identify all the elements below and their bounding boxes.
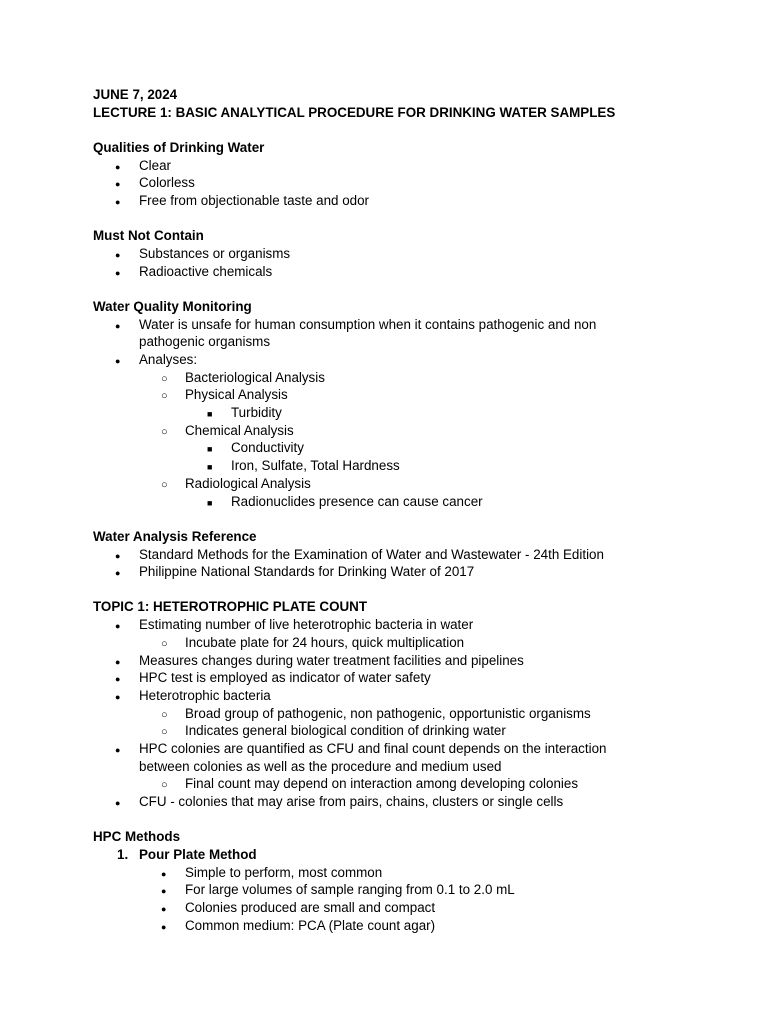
list-item: ● Clear [93, 157, 693, 175]
sub-sub-list-item: ■ Conductivity [93, 439, 693, 457]
sub-sub-list-item: ■ Iron, Sulfate, Total Hardness [93, 457, 693, 475]
sub-list-item: ○ Bacteriological Analysis [93, 369, 693, 387]
sub-list-item: ● For large volumes of sample ranging from 0.1 to 2.0 mL [93, 881, 693, 899]
date-heading: JUNE 7, 2024 [93, 87, 178, 102]
list-item-continuation: between colonies as well as the procedure and medium used [139, 758, 502, 774]
lecture-title: LECTURE 1: BASIC ANALYTICAL PROCEDURE FOR DRINKING WATER SAMPLES [93, 104, 616, 120]
sub-sub-list-item: ■ Radionuclides presence can cause cancer [93, 493, 693, 511]
must-not-heading: Must Not Contain [93, 228, 204, 244]
sub-list-item: ○ Final count may depend on interaction among developing colonies [93, 775, 693, 793]
sub-list-item: ○ Chemical Analysis [93, 422, 693, 440]
sub-list-item: ○ Radiological Analysis [93, 475, 693, 493]
bullet-icon [161, 917, 166, 937]
list-item: ● Measures changes during water treatment facilities and pipelines [93, 652, 693, 670]
sub-list-item: ○ Indicates general biological condition of drinking water [93, 722, 693, 740]
list-item: ● HPC colonies are quantified as CFU and final count depends on the interaction [93, 740, 693, 758]
reference-heading: Water Analysis Reference [93, 528, 257, 544]
sub-list-item: ○ Broad group of pathogenic, non pathogenic, opportunistic organisms [93, 705, 693, 723]
list-item: ● Philippine National Standards for Drinking Water of 2017 [93, 563, 693, 581]
sub-list-item: ○ Incubate plate for 24 hours, quick multiplication [93, 634, 693, 652]
list-item: ● Heterotrophic bacteria [93, 687, 693, 705]
sub-sub-list-item: ■ Turbidity [93, 404, 693, 422]
list-item: ● Free from objectionable taste and odor [93, 192, 693, 210]
bullet-icon [115, 263, 120, 283]
numbered-list-item: 1. Pour Plate Method [117, 847, 257, 862]
topic1-heading: TOPIC 1: HETEROTROPHIC PLATE COUNT [93, 599, 368, 615]
list-item: ● HPC test is employed as indicator of water safety [93, 669, 693, 687]
list-item-continuation: pathogenic organisms [139, 334, 271, 350]
document-page [93, 86, 693, 934]
sub-list-item: ● Simple to perform, most common [93, 864, 693, 882]
square-bullet-icon [207, 493, 212, 513]
list-item: ● Substances or organisms [93, 245, 693, 263]
sub-list-item: ● Colonies produced are small and compact [93, 899, 693, 917]
list-item: ● Analyses: [93, 351, 693, 369]
list-item: ● Standard Methods for the Examination of Water and Wastewater - 24th Edition [93, 546, 693, 564]
list-item: ● Water is unsafe for human consumption when it contains pathogenic and non [93, 316, 693, 334]
bullet-icon [115, 192, 120, 212]
list-item: ● CFU - colonies that may arise from pairs, chains, clusters or single cells [93, 793, 693, 811]
list-item: ● Estimating number of live heterotrophic bacteria in water [93, 616, 693, 634]
list-number: 1. [117, 847, 129, 862]
bullet-icon [115, 793, 120, 813]
sub-list-item: ○ Physical Analysis [93, 386, 693, 404]
list-item: ● Colorless [93, 174, 693, 192]
monitoring-heading: Water Quality Monitoring [93, 298, 252, 314]
methods-heading: HPC Methods [93, 829, 181, 845]
list-item: ● Radioactive chemicals [93, 263, 693, 281]
sub-list-item: ● Common medium: PCA (Plate count agar) [93, 917, 693, 935]
bullet-icon [115, 563, 120, 583]
qualities-heading: Qualities of Drinking Water [93, 139, 265, 155]
